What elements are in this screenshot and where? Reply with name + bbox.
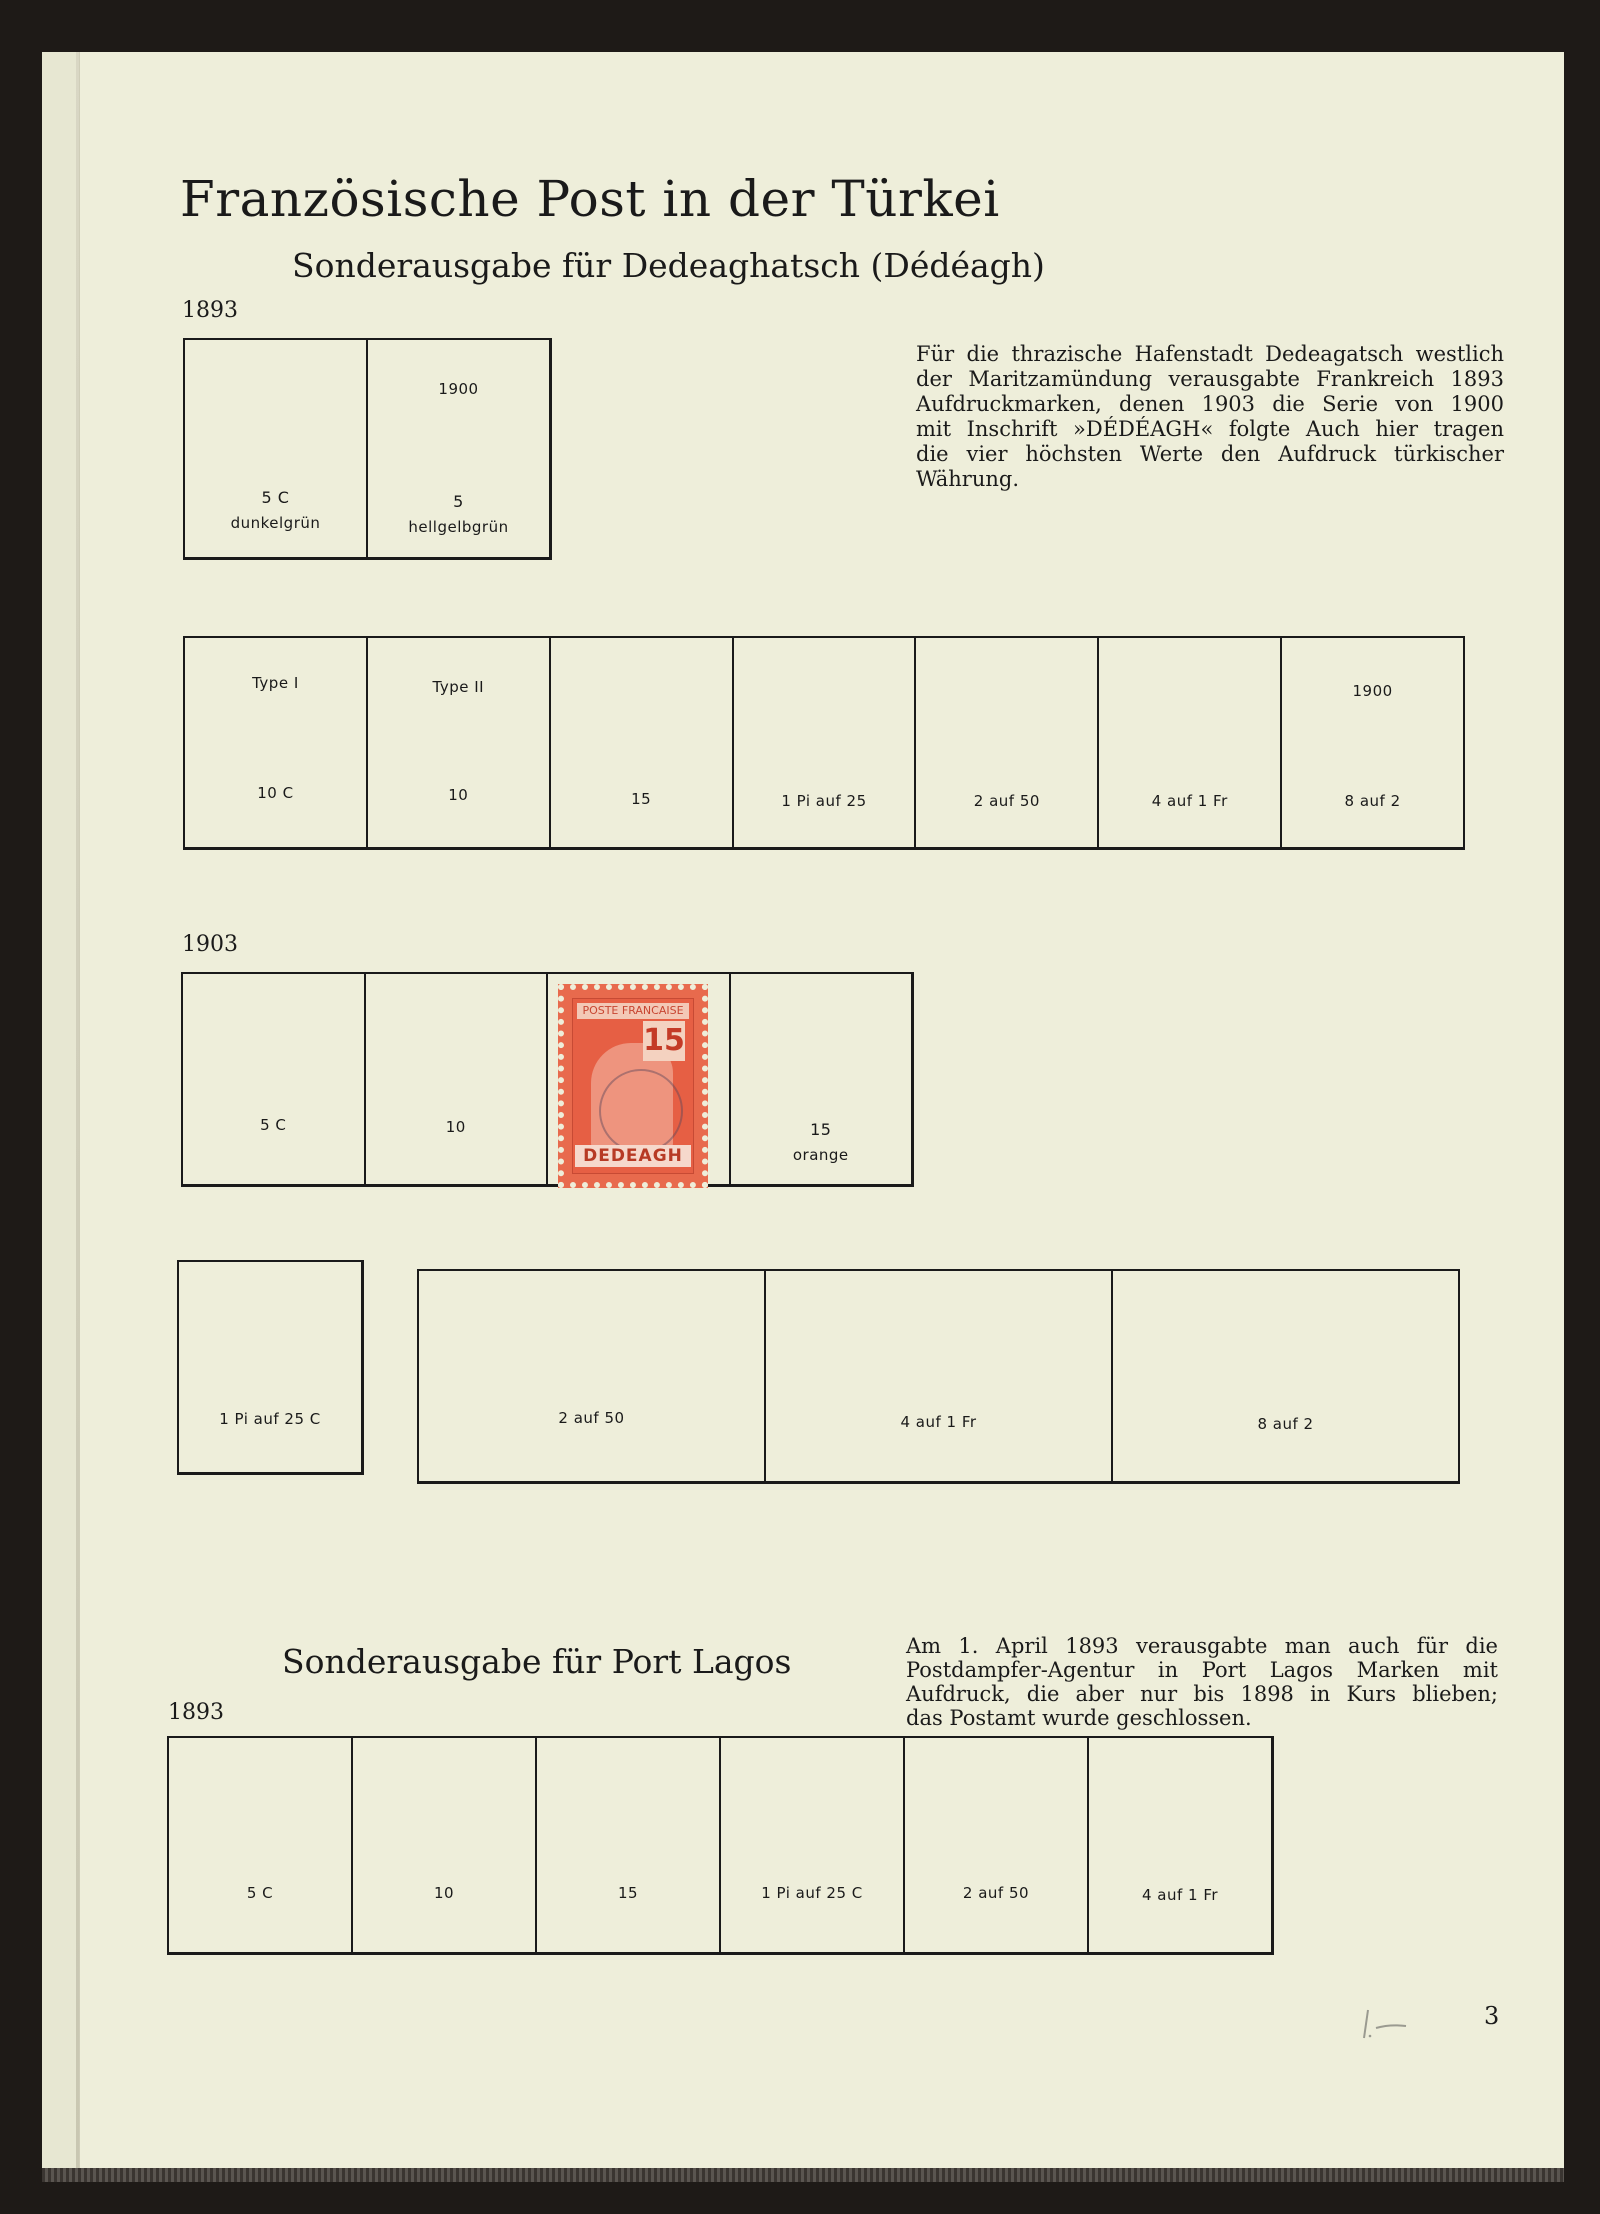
- cell-top-label: 1900: [1352, 682, 1393, 700]
- stamp-space: [905, 1738, 1089, 1952]
- cell-value: 5 C: [260, 1116, 287, 1134]
- year-1893-b: 1893: [168, 1700, 224, 1725]
- stamp-space: [916, 638, 1099, 847]
- stamp-space: [731, 974, 912, 1184]
- cell-value: 5: [453, 492, 464, 511]
- stamp-space: [353, 1738, 537, 1952]
- cell-color: dunkelgrün: [230, 514, 321, 532]
- cell-value: 5 C: [261, 488, 290, 507]
- cell-value: 15: [810, 1120, 832, 1139]
- stamp-space-with-stamp: [548, 974, 731, 1184]
- stamp-row-1: [183, 338, 552, 560]
- subtitle-port-lagos: Sonderausgabe für Port Lagos: [282, 1642, 792, 1681]
- cell-value: 15: [617, 1884, 639, 1902]
- year-1893-a: 1893: [182, 298, 238, 323]
- port-lagos-paragraph: [906, 1634, 1498, 1730]
- stamp-space: [721, 1738, 905, 1952]
- stamp-space: [766, 1271, 1113, 1481]
- stamp-space: [179, 1262, 361, 1472]
- stamp-space: [169, 1738, 353, 1952]
- cell-value: 8 auf 2: [1344, 792, 1401, 810]
- cell-top-label: 1900: [438, 380, 479, 398]
- cell-value: 5 C: [246, 1884, 274, 1902]
- stamp-single-1pi: [177, 1260, 364, 1475]
- paragraph-line: Am 1. April 1893 verausgabte man auch für die: [906, 1634, 1498, 1658]
- cell-value: 15: [631, 790, 652, 808]
- cell-color: orange: [792, 1146, 849, 1164]
- page-bottom-edge: [42, 2168, 1564, 2182]
- cell-top-label: Type II: [432, 678, 485, 696]
- stamp-space: [183, 974, 366, 1184]
- handwritten-price-mark: [1360, 2002, 1412, 2042]
- cell-top-label: Type I: [252, 674, 299, 692]
- year-1903: 1903: [182, 932, 238, 957]
- stamp-space: [551, 638, 734, 847]
- stamp-space: [366, 974, 549, 1184]
- paragraph-line: mit Inschrift »DÉDÉAGH« folgte Auch hier tragen: [916, 417, 1504, 441]
- cell-value: 1 Pi auf 25 C: [219, 1410, 321, 1428]
- stamp-row-5: [167, 1736, 1274, 1955]
- album-binding: [42, 52, 80, 2170]
- stamp-denomination: 15: [643, 1021, 685, 1061]
- stamp-overprint: DEDEAGH: [575, 1145, 691, 1167]
- cell-value: 4 auf 1 Fr: [900, 1413, 977, 1431]
- page-title: Französische Post in der Türkei: [180, 170, 1000, 228]
- postage-stamp-dedeagh-15[interactable]: [558, 984, 708, 1188]
- stamp-design: [572, 998, 694, 1174]
- paragraph-line: der Maritzamündung verausgabte Frankreich 1893: [916, 367, 1504, 391]
- stamp-space: [1113, 1271, 1458, 1481]
- stamp-space: [1089, 1738, 1271, 1952]
- postmark-cancel-icon: [599, 1069, 683, 1153]
- cell-value: 2 auf 50: [558, 1409, 625, 1427]
- cell-value: 10: [433, 1884, 455, 1902]
- cell-value: 8 auf 2: [1257, 1415, 1314, 1433]
- stamp-header-text: POSTE FRANCAISE: [577, 1003, 689, 1019]
- page-number: 3: [1484, 2002, 1500, 2030]
- stamp-space: [185, 340, 368, 557]
- stamp-space: [1282, 638, 1463, 847]
- stamp-space: [1099, 638, 1282, 847]
- cell-value: 1 Pi auf 25 C: [761, 1884, 863, 1902]
- stamp-space: [185, 638, 368, 847]
- paragraph-line: die vier höchsten Werte den Aufdruck türkischer: [916, 442, 1504, 466]
- stamp-space: [537, 1738, 721, 1952]
- stamp-row-3: [181, 972, 914, 1187]
- cell-value: 1 Pi auf 25: [781, 792, 867, 810]
- cell-value: 2 auf 50: [973, 792, 1040, 810]
- paragraph-line: Währung.: [916, 467, 1020, 491]
- stamp-row-4: [417, 1269, 1460, 1484]
- stamp-space: [734, 638, 917, 847]
- paragraph-line: das Postamt wurde geschlossen.: [906, 1706, 1252, 1730]
- cell-value: 10: [448, 786, 469, 804]
- stamp-row-2: [183, 636, 1465, 850]
- cell-value: 4 auf 1 Fr: [1141, 1886, 1219, 1904]
- paragraph-line: Für die thrazische Hafenstadt Dedeagatsch westlich: [916, 342, 1504, 366]
- stamp-space: [419, 1271, 766, 1481]
- cell-value: 10: [445, 1118, 466, 1136]
- cell-value: 2 auf 50: [962, 1884, 1030, 1902]
- cell-value: 10 C: [257, 784, 294, 802]
- paragraph-line: Aufdruck, die aber nur bis 1898 in Kurs blieben;: [906, 1682, 1498, 1706]
- paragraph-line: Postdampfer-Agentur in Port Lagos Marken mit: [906, 1658, 1498, 1682]
- stamp-space: [368, 638, 551, 847]
- intro-paragraph: [916, 342, 1504, 492]
- cell-color: hellgelbgrün: [408, 518, 509, 536]
- cell-value: 4 auf 1 Fr: [1151, 792, 1228, 810]
- stamp-space: [368, 340, 549, 557]
- subtitle-dedeagh: Sonderausgabe für Dedeaghatsch (Dédéagh): [292, 246, 1045, 285]
- paragraph-line: Aufdruckmarken, denen 1903 die Serie von 1900: [916, 392, 1504, 416]
